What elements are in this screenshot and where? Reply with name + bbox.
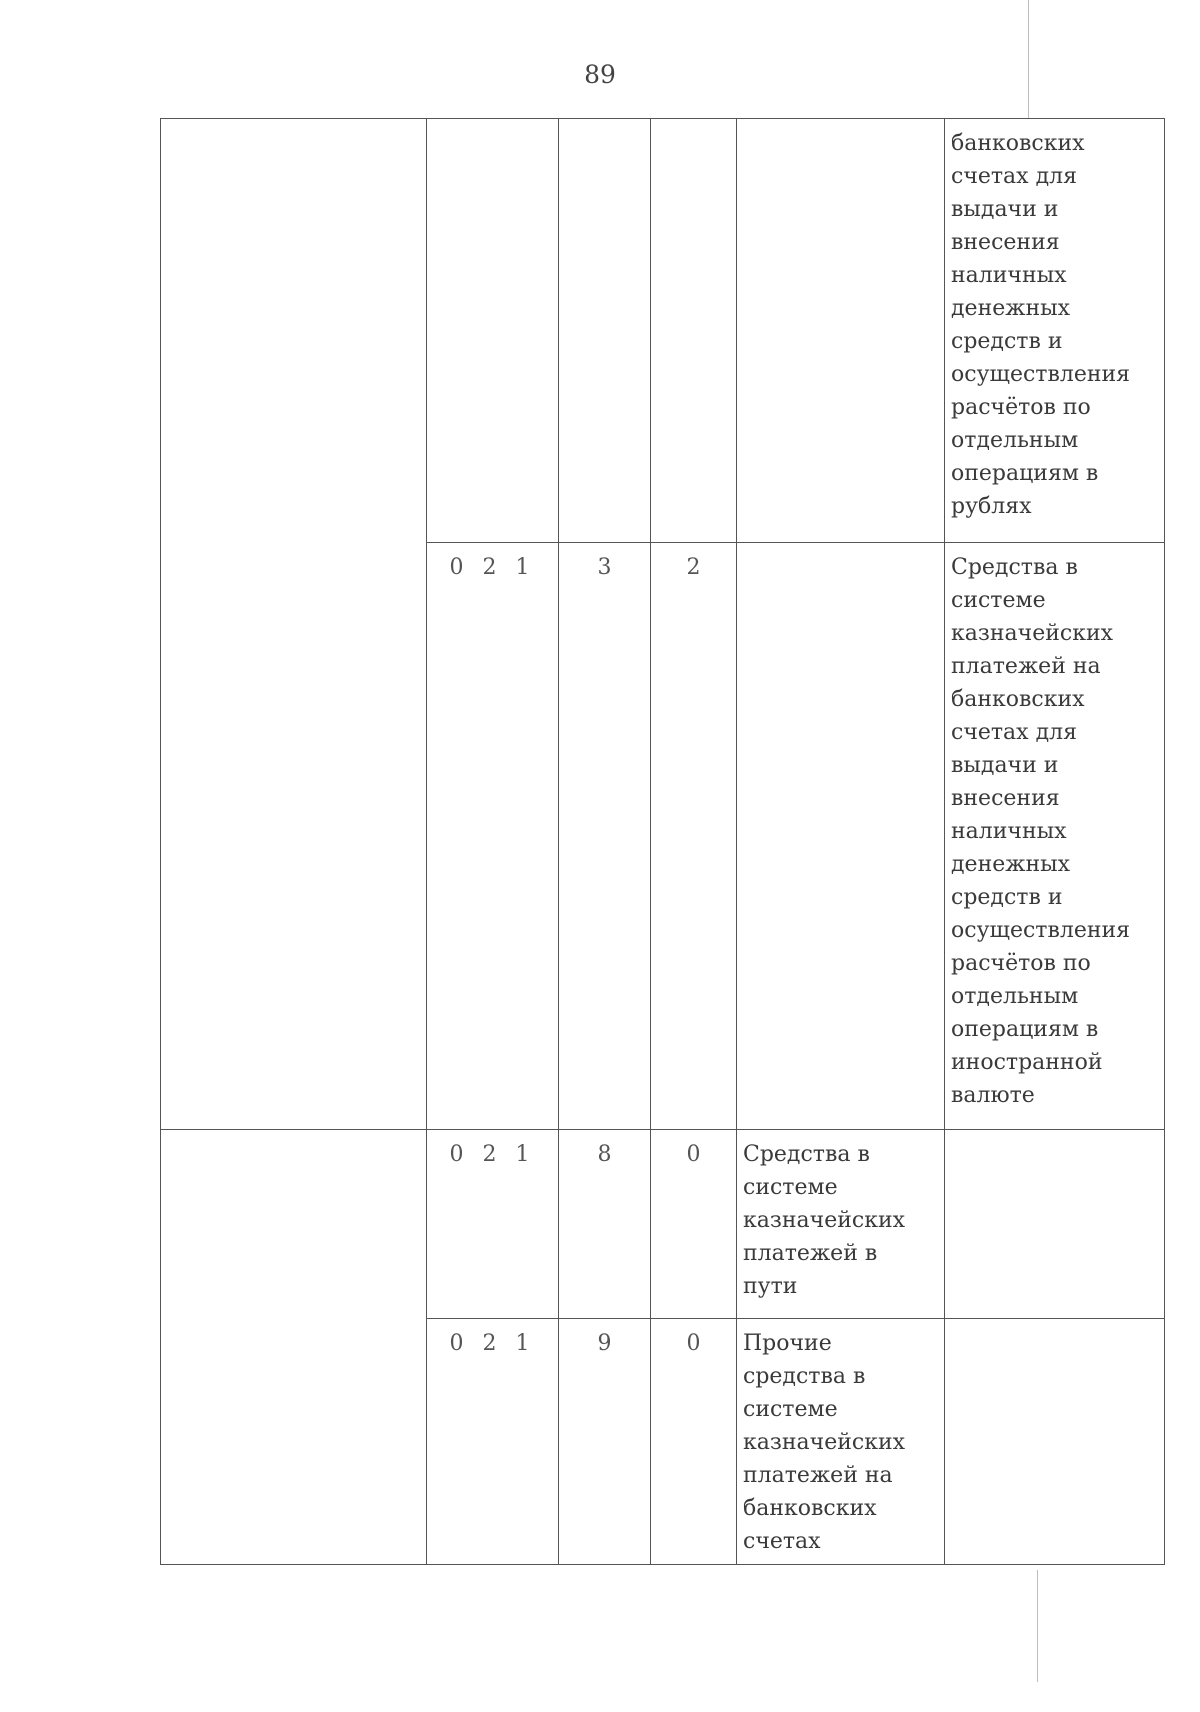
comment-cell: банковских счетах для выдачи и внесения наличных денежных средств и осуществления расчётов по отдельным операциям в рублях xyxy=(945,119,1165,543)
digit-cell: 0 xyxy=(651,1319,737,1565)
table-row xyxy=(161,1130,1165,1319)
table-row xyxy=(161,119,1165,543)
account-name-cell xyxy=(161,1130,427,1565)
digit-cell: 2 xyxy=(651,543,737,1130)
account-name-cell xyxy=(161,119,427,1130)
comment-cell xyxy=(945,1130,1165,1319)
description-cell: Средства в системе казначейских платежей в пути xyxy=(737,1130,945,1319)
digit-cell: 0 xyxy=(651,1130,737,1319)
comment-cell xyxy=(945,1319,1165,1565)
digit-cell: 3 xyxy=(559,543,651,1130)
digit-cell: 8 xyxy=(559,1130,651,1319)
description-cell: Прочие средства в системе казначейских платежей на банковских счетах xyxy=(737,1319,945,1565)
code-cell: 0 2 1 xyxy=(427,543,559,1130)
scan-artifact-line xyxy=(1028,0,1029,118)
description-cell xyxy=(737,119,945,543)
digit-cell xyxy=(559,119,651,543)
page-number: 89 xyxy=(584,60,616,89)
code-cell xyxy=(427,119,559,543)
description-cell xyxy=(737,543,945,1130)
digit-cell xyxy=(651,119,737,543)
account-codes-table xyxy=(160,118,1165,1565)
comment-cell: Средства в системе казначейских платежей на банковских счетах для выдачи и внесения наличных денежных средств и осуществления расчётов по отдельным операциям в иностранной валюте xyxy=(945,543,1165,1130)
digit-cell: 9 xyxy=(559,1319,651,1565)
code-cell: 0 2 1 xyxy=(427,1319,559,1565)
scan-artifact-line xyxy=(1037,1570,1038,1682)
code-cell: 0 2 1 xyxy=(427,1130,559,1319)
